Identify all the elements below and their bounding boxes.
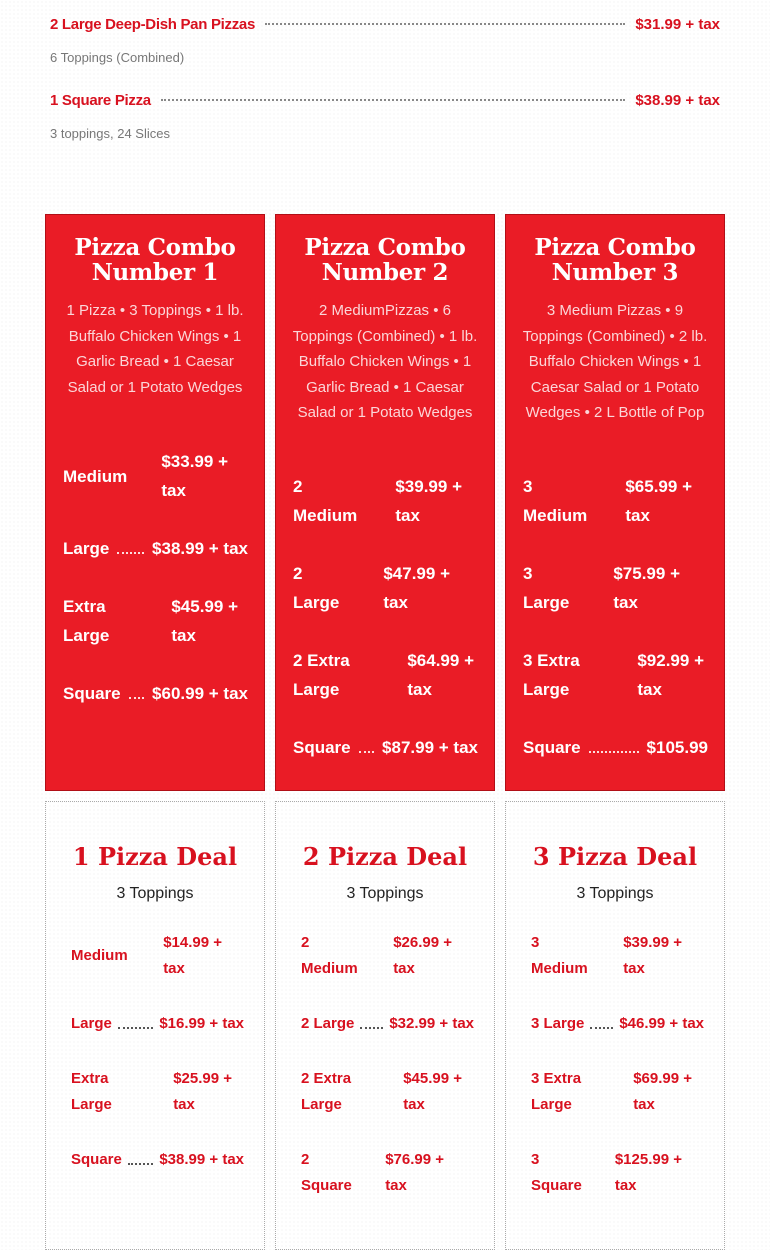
price-value: $87.99 + tax [382,738,478,757]
price-value: $14.99 + tax [163,934,222,977]
combo-title [506,235,724,285]
price-row [531,1011,704,1037]
price-value: $26.99 + tax [393,934,452,977]
dotted-leader [360,1027,383,1029]
size-label: 3 Large [531,1015,585,1032]
size-label: 3 Medium [523,477,588,525]
dotted-leader [129,697,144,699]
deal-title: 3 Pizza Deal [532,842,698,871]
price-row [293,733,478,762]
dotted-leader [118,1027,153,1029]
deal-card-2 [275,801,495,1250]
price-value: $45.99 + tax [403,1070,462,1113]
price-row [63,534,248,563]
size-label: Square [523,738,581,757]
combo-title-line: Pizza Combo [74,234,236,261]
size-label: 3 Square [531,1151,582,1194]
menu-item-name: 2 Large Deep-Dish Pan Pizzas [50,16,256,33]
combo-title-line: Number 3 [551,259,679,286]
price-row [71,1147,244,1173]
price-value: $60.99 + tax [152,684,248,703]
size-label: Square [71,1151,122,1168]
price-value: $16.99 + tax [159,1015,244,1032]
size-label: 2 Extra Large [293,651,350,699]
deal-subtitle: 3 Toppings [116,885,194,902]
price-row [531,1147,704,1199]
price-value: $46.99 + tax [619,1015,704,1032]
dotted-leader [161,99,625,101]
price-value: $125.99 + tax [614,1151,682,1194]
combo-card-1 [45,214,265,791]
price-row [531,930,704,982]
price-value: $39.99 + tax [623,934,682,977]
size-label: Square [293,738,351,757]
size-label: 2 Square [301,1151,352,1194]
price-row [523,472,708,530]
deal-card-1 [45,801,265,1250]
deal-subtitle: 3 Toppings [346,885,424,902]
price-value: $65.99 + tax [625,477,692,525]
price-value: $47.99 + tax [383,564,450,612]
menu-item-name: 1 Square Pizza [50,92,151,109]
price-row [531,1066,704,1118]
price-row [523,559,708,617]
dotted-leader [590,1027,613,1029]
dotted-leader [589,751,639,753]
price-row [63,447,248,505]
size-label: 2 Extra Large [301,1070,352,1113]
price-row [63,679,248,708]
combo-description: 1 Pizza • 3 Toppings • 1 lb. Buffalo Chicken Wings • 1 Garlic Bread • 1 Caesar Salad or 1 Potato Wedges [66,302,244,396]
price-value: $69.99 + tax [633,1070,692,1113]
size-label: Large [71,1015,112,1032]
menu-item-price: $31.99 + tax [635,16,720,33]
price-row [293,646,478,704]
price-row [523,733,708,762]
price-row [523,646,708,704]
size-label: 3 Medium [531,934,588,977]
price-value: $38.99 + tax [159,1151,244,1168]
price-row [301,1011,474,1037]
size-label: Extra Large [71,1070,112,1113]
deal-card-3 [505,801,725,1250]
menu-item-price: $38.99 + tax [635,92,720,109]
combo-title [46,235,264,285]
price-value: $76.99 + tax [385,1151,444,1194]
menu-item-description: 3 toppings, 24 Slices [50,126,170,141]
dotted-leader [117,552,144,554]
size-label: 2 Medium [301,934,358,977]
price-value: $33.99 + tax [161,452,228,500]
price-value: $75.99 + tax [613,564,680,612]
size-label: 3 Extra Large [523,651,580,699]
menu-item-deep-dish [50,16,720,65]
deal-title: 1 Pizza Deal [72,842,238,871]
price-value: $92.99 + tax [637,651,704,699]
price-value: $25.99 + tax [173,1070,232,1113]
price-row [71,1011,244,1037]
price-row [301,1066,474,1118]
size-label: Medium [71,947,128,964]
size-label: 3 Extra Large [531,1070,582,1113]
combo-title-line: Number 1 [91,259,219,286]
price-row [71,1066,244,1118]
menu-item-square-pizza [50,92,720,141]
size-label: 2 Large [301,1015,355,1032]
size-label: 2 Large [293,564,340,612]
price-row [71,930,244,982]
dotted-leader [359,751,374,753]
price-value: $32.99 + tax [389,1015,474,1032]
size-label: Extra Large [63,597,110,645]
combo-title-line: Number 2 [321,259,449,286]
size-label: 2 Medium [293,477,358,525]
combo-description: 3 Medium Pizzas • 9 Toppings (Combined) • 2 lb. Buffalo Chicken Wings • 1 Caesar Salad or 1 Potato Wedges • 2 L Bottle of Pop [522,302,708,421]
price-value: $105.99 [646,738,708,757]
price-value: $39.99 + tax [395,477,462,525]
combo-title-line: Pizza Combo [534,234,696,261]
price-row [293,472,478,530]
size-label: 3 Large [523,564,570,612]
size-label: Square [63,684,121,703]
size-label: Medium [63,466,128,486]
dotted-leader [128,1163,153,1165]
combo-card-2 [275,214,495,791]
deal-title: 2 Pizza Deal [302,842,468,871]
price-value: $64.99 + tax [407,651,474,699]
combo-description: 2 MediumPizzas • 6 Toppings (Combined) • 1 lb. Buffalo Chicken Wings • 1 Garlic Bread • 1 Caesar Salad or 1 Potato Wedges [292,302,478,421]
price-value: $45.99 + tax [171,597,238,645]
price-row [301,1147,474,1199]
price-value: $38.99 + tax [152,539,248,558]
deal-subtitle: 3 Toppings [576,885,654,902]
combo-title [276,235,494,285]
price-row [63,592,248,650]
size-label: Large [63,539,110,558]
price-row [301,930,474,982]
price-row [293,559,478,617]
menu-item-description: 6 Toppings (Combined) [50,50,185,65]
dotted-leader [265,23,625,25]
combo-card-3 [505,214,725,791]
combo-title-line: Pizza Combo [304,234,466,261]
